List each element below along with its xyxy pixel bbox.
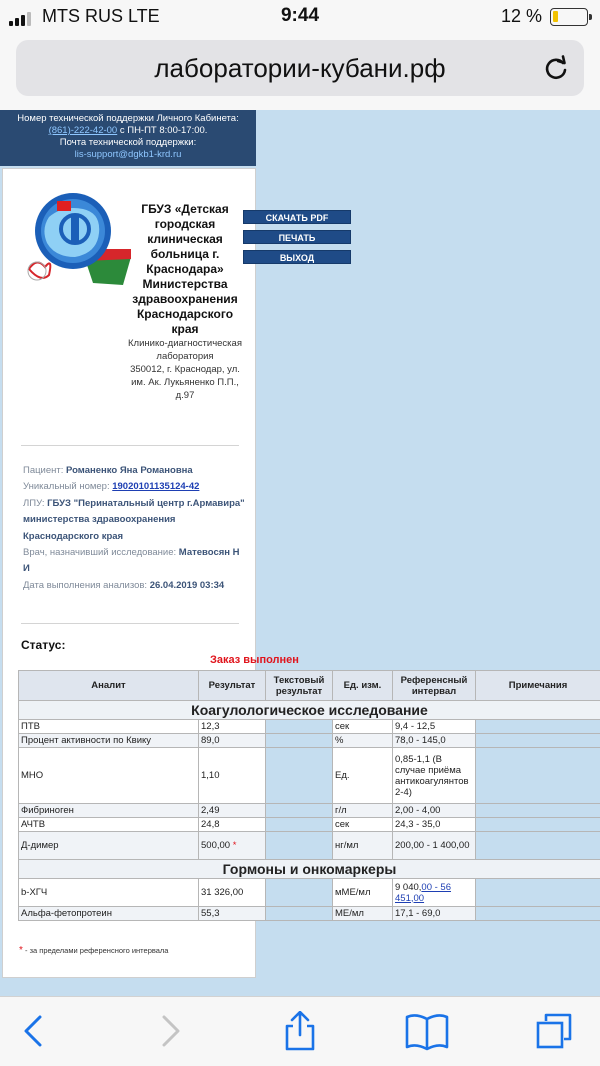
lpu-name: ГБУЗ "Перинатальный центр г.Армавира" министерства здравоохранения Краснодарского края xyxy=(23,497,245,542)
reference-cell xyxy=(393,879,476,907)
analysis-date: 26.04.2019 03:34 xyxy=(149,579,225,591)
table-row xyxy=(19,832,600,860)
unit-cell-text: нг/мл xyxy=(335,840,359,851)
unit-cell xyxy=(333,720,393,734)
reference-link[interactable]: 00 - 56 451,00 xyxy=(395,881,451,904)
tabs-icon[interactable] xyxy=(534,1011,574,1051)
result-cell-text: 89,0 xyxy=(201,735,220,746)
notes-cell xyxy=(476,879,600,907)
result-cell-text: 500,00 xyxy=(201,840,231,851)
header-result: Результат xyxy=(199,671,266,701)
footnote-star: * xyxy=(19,945,23,956)
notes-cell xyxy=(476,720,600,734)
date-label: Дата выполнения анализов: xyxy=(23,579,150,591)
reference-cell xyxy=(393,734,476,748)
patient-label: Пациент: xyxy=(23,465,67,476)
analyte-cell-text: Д-димер xyxy=(21,840,59,851)
section-title: Коагулологическое исследование xyxy=(19,701,600,720)
clock: 9:44 xyxy=(280,5,320,26)
result-cell-text: 24,8 xyxy=(201,819,220,830)
doctor-label: Врач, назначивший исследование: xyxy=(23,547,179,559)
notes-cell xyxy=(476,818,600,832)
reference-cell-text: 24,3 - 35,0 xyxy=(395,819,441,830)
support-email-link[interactable]: lis-support@dgkb1-krd.ru xyxy=(74,149,182,160)
unit-cell-text: сек xyxy=(335,721,350,732)
unit-cell xyxy=(333,748,393,804)
reference-cell-text: 17,1 - 69,0 xyxy=(395,908,441,919)
reference-cell-text: 2,00 - 4,00 xyxy=(395,805,441,816)
support-phone-label: Номер технической поддержки Личного Кабинета: xyxy=(17,113,239,124)
divider xyxy=(21,623,239,624)
footnote-text: - за пределами референсного интервала xyxy=(22,946,169,955)
header-reference: Референсный интервал xyxy=(393,671,476,701)
results-table xyxy=(18,670,600,921)
result-cell xyxy=(199,748,266,804)
analyte-cell-text: Альфа-фетопротеин xyxy=(21,908,112,919)
analyte-cell xyxy=(19,720,199,734)
doctor-name: Матевосян Н И xyxy=(23,547,240,575)
analyte-cell xyxy=(19,818,199,832)
notes-cell xyxy=(476,734,600,748)
result-cell xyxy=(199,832,266,860)
status-label: Статус: xyxy=(21,638,66,652)
analyte-cell-text: ПТВ xyxy=(21,721,40,732)
analyte-cell-text: МНО xyxy=(21,770,44,781)
patient-info xyxy=(23,463,245,594)
header-notes: Примечания xyxy=(476,671,600,701)
reference-cell xyxy=(393,720,476,734)
text-result-cell xyxy=(266,818,333,832)
result-cell xyxy=(199,734,266,748)
unit-cell-text: Ед. xyxy=(335,770,350,781)
unique-number-link[interactable]: 19020101135124-42 xyxy=(112,481,200,493)
back-arrow-icon[interactable] xyxy=(14,1011,54,1051)
result-cell xyxy=(199,804,266,818)
forward-arrow-icon[interactable] xyxy=(150,1011,190,1051)
result-cell-text: 12,3 xyxy=(201,721,220,732)
reload-icon[interactable] xyxy=(542,54,570,82)
unit-cell xyxy=(333,832,393,860)
notes-cell xyxy=(476,748,600,804)
result-cell-text: 1,10 xyxy=(201,770,220,781)
notes-cell xyxy=(476,832,600,860)
lab-name: Клинико-диагностическая лаборатория xyxy=(128,338,242,362)
text-result-cell xyxy=(266,734,333,748)
table-row xyxy=(19,720,600,734)
lab-address: 350012, г. Краснодар, ул. им. Ак. Лукьяненко П.П., д.97 xyxy=(130,364,240,401)
table-header-row xyxy=(19,671,600,701)
table-section-header xyxy=(19,701,600,720)
result-cell xyxy=(199,879,266,907)
unit-cell-text: г/л xyxy=(335,805,347,816)
table-row xyxy=(19,748,600,804)
text-result-cell xyxy=(266,832,333,860)
patient-name: Романенко Яна Романовна xyxy=(66,465,193,476)
unit-cell-text: сек xyxy=(335,819,350,830)
hospital-logo xyxy=(23,187,131,287)
text-result-cell xyxy=(266,748,333,804)
analyte-cell-text: b-ХГЧ xyxy=(21,887,48,898)
table-row xyxy=(19,879,600,907)
support-banner xyxy=(0,110,256,166)
unit-cell xyxy=(333,804,393,818)
reference-cell-text: 200,00 - 1 400,00 xyxy=(395,840,470,851)
address-bar[interactable] xyxy=(16,40,584,96)
notes-cell xyxy=(476,907,600,921)
url-text[interactable]: лаборатории-кубани.рф xyxy=(154,53,446,83)
divider xyxy=(21,445,239,446)
browser-toolbar xyxy=(0,996,600,1066)
notes-cell xyxy=(476,804,600,818)
result-cell-text: 55,3 xyxy=(201,908,220,919)
analyte-cell xyxy=(19,879,199,907)
reference-cell xyxy=(393,907,476,921)
lab-info xyxy=(127,337,243,402)
section-title: Гормоны и онкомаркеры xyxy=(19,860,600,879)
carrier-label: MTS RUS LTE xyxy=(42,6,160,26)
text-result-cell xyxy=(266,907,333,921)
table-row xyxy=(19,804,600,818)
reference-cell xyxy=(393,748,476,804)
share-icon[interactable] xyxy=(280,1011,320,1051)
table-section-header xyxy=(19,860,600,879)
unit-cell xyxy=(333,907,393,921)
unit-cell-text: % xyxy=(335,735,344,746)
support-email-label: Почта технической поддержки: xyxy=(59,137,197,148)
reference-cell xyxy=(393,832,476,860)
reference-cell-text: 78,0 - 145,0 xyxy=(395,735,446,746)
table-row xyxy=(19,907,600,921)
table-row xyxy=(19,734,600,748)
result-cell-text: 2,49 xyxy=(201,805,220,816)
support-hours: с ПН-ПТ 8:00-17:00. xyxy=(117,125,208,136)
reference-cell xyxy=(393,818,476,832)
reference-cell-text: 0,85-1,1 (В случае приёма антикоагулянтов 2-4) xyxy=(395,753,469,798)
battery-icon xyxy=(550,8,588,26)
download-pdf-button[interactable]: СКАЧАТЬ PDF xyxy=(243,210,351,224)
header-text-result: Текстовый результат xyxy=(266,671,333,701)
result-cell-text: 31 326,00 xyxy=(201,887,244,898)
analyte-cell xyxy=(19,804,199,818)
print-button[interactable]: ПЕЧАТЬ xyxy=(243,230,351,244)
status-value: Заказ выполнен xyxy=(210,654,299,666)
result-cell xyxy=(199,818,266,832)
text-result-cell xyxy=(266,720,333,734)
analyte-cell xyxy=(19,748,199,804)
reference-cell-text: 9,4 - 12,5 xyxy=(395,721,436,732)
battery-percent: 12 % xyxy=(500,6,542,26)
result-cell xyxy=(199,720,266,734)
reference-cell xyxy=(393,804,476,818)
unit-cell xyxy=(333,734,393,748)
header-unit: Ед. изм. xyxy=(333,671,393,701)
text-result-cell xyxy=(266,804,333,818)
organization-name: ГБУЗ «Детская городская клиническая больница г. Краснодара» Министерства здравоохранения Краснодарского края xyxy=(132,202,238,336)
analyte-cell xyxy=(19,907,199,921)
analyte-cell xyxy=(19,832,199,860)
analyte-cell-text: АЧТВ xyxy=(21,819,46,830)
table-row xyxy=(19,818,600,832)
logout-button[interactable]: ВЫХОД xyxy=(243,250,351,264)
web-page xyxy=(0,110,600,996)
unit-cell xyxy=(333,879,393,907)
analyte-cell-text: Фибриноген xyxy=(21,805,74,816)
text-result-cell xyxy=(266,879,333,907)
uid-label: Уникальный номер: xyxy=(23,481,113,493)
header-analyte: Аналит xyxy=(19,671,199,701)
reference-cell-text: 9 040, xyxy=(395,881,422,893)
unit-cell-text: МЕ/мл xyxy=(335,908,364,919)
bookmarks-icon[interactable] xyxy=(404,1011,450,1051)
status-bar xyxy=(0,0,600,34)
result-cell xyxy=(199,907,266,921)
support-phone-link[interactable]: (861)-222-42-00 xyxy=(48,125,118,136)
analyte-cell xyxy=(19,734,199,748)
lpu-label: ЛПУ: xyxy=(23,497,48,509)
footnote xyxy=(19,945,168,956)
analyte-cell-text: Процент активности по Квику xyxy=(21,735,152,746)
unit-cell xyxy=(333,818,393,832)
unit-cell-text: мМЕ/мл xyxy=(335,887,371,898)
out-of-range-flag: * xyxy=(232,840,237,851)
